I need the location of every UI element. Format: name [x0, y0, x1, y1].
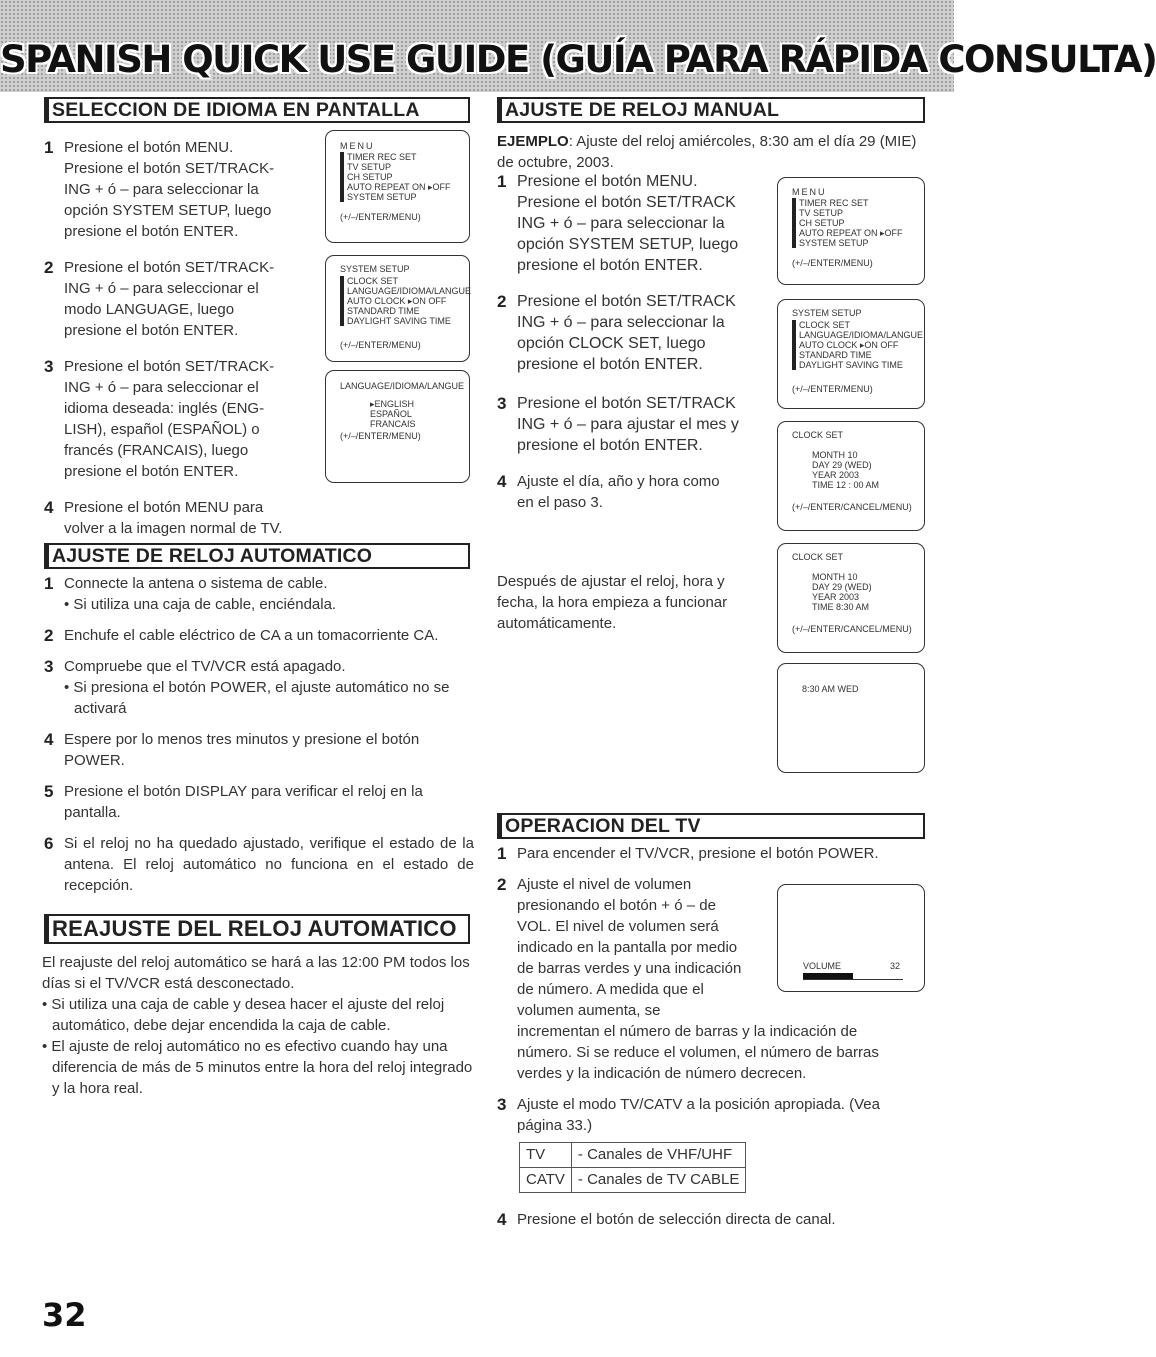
reajuste-bullet: • El ajuste de reloj automático no es efectivo cuando hay una diferencia de más de 5 minutos entre la hora del reloj integrado y la hora real.	[42, 1038, 473, 1097]
osd-title: MENU	[340, 141, 375, 151]
tv-table-row	[520, 1143, 746, 1168]
step-line: ING + ó – para seleccionar el	[64, 280, 259, 297]
step-line: opción SYSTEM SETUP, luego	[517, 236, 739, 253]
step-line: presione el botón ENTER.	[64, 223, 239, 240]
osd-items	[340, 276, 472, 326]
tv-mode-desc: - Canales de TV CABLE	[571, 1168, 745, 1193]
idioma-step	[44, 497, 324, 539]
osd-clock-text: 8:30 AM WED	[802, 684, 859, 694]
step-line: en el paso 3.	[517, 494, 603, 511]
osd-item: TV SETUP	[340, 162, 463, 172]
step-line: número. Si se reduce el volumen, el número de barras	[517, 1044, 879, 1061]
osd-items	[792, 450, 918, 490]
step-text: Connecte la antena o sistema de cable.	[64, 575, 328, 592]
step-line: francés (FRANCAIS), luego	[64, 442, 249, 459]
left-column	[44, 97, 474, 1099]
osd-title: MENU	[792, 187, 827, 197]
step-line: ING + ó – para seleccionar el	[64, 379, 259, 396]
step-line: presione el botón ENTER.	[517, 356, 703, 373]
step-line: Presione el botón SET/TRACK	[517, 194, 736, 211]
step-line: VOL. El nivel de volumen será	[517, 918, 719, 935]
osd-item: MONTH 10	[812, 450, 858, 460]
osd-item: MONTH 10	[812, 572, 858, 582]
step-line: presione el botón ENTER.	[517, 437, 703, 454]
tv-step-4: 4 Presione el botón de selección directa de canal.	[497, 1210, 836, 1229]
osd-item: AUTO REPEAT ON ▸OFF	[340, 182, 463, 192]
osd-item: STANDARD TIME	[340, 306, 463, 316]
tv-step-2: 2 Ajuste el nivel de volumen presionando el botón + ó – de VOL. El nivel de volumen será indicado en la pantalla por medio de barras verdes y una indicación de número. A medida que el volumen aumenta, se incrementan el número de barras y la indicación de número. Si se reduce el volumen, el número de barras verdes y la indicación de número decrecen.	[497, 874, 929, 1084]
osd-item: LANGUAGE/IDIOMA/LANGUE	[792, 330, 918, 340]
after-line: Después de ajustar el reloj, hora y	[497, 573, 725, 590]
idioma-step	[44, 257, 306, 341]
step-line: ING + ó – para seleccionar la	[517, 314, 725, 331]
example-label: EJEMPLO	[497, 133, 569, 150]
auto-step	[44, 573, 474, 615]
step-text: Compruebe que el TV/VCR está apagado.	[64, 658, 346, 675]
tv-mode-desc: - Canales de VHF/UHF	[571, 1143, 745, 1168]
step-number: 4	[44, 730, 54, 749]
step-number: 2	[44, 626, 54, 645]
step-line: Presione el botón MENU.	[64, 139, 234, 156]
osd-items	[340, 152, 463, 202]
step-number: 3	[44, 657, 54, 676]
step-line: idioma deseada: inglés (ENG-	[64, 400, 265, 417]
osd-item: AUTO CLOCK ▸ON OFF	[792, 340, 918, 350]
osd-item: FRANCAIS	[370, 419, 416, 429]
section-heading-manual: AJUSTE DE RELOJ MANUAL	[497, 97, 925, 123]
step-line: ING + ó – para seleccionar la	[517, 215, 725, 232]
section-heading-tv: OPERACION DEL TV	[497, 813, 925, 839]
auto-step	[44, 656, 474, 719]
step-number: 4	[44, 498, 54, 517]
volume-value: 32	[890, 961, 901, 971]
osd-items	[792, 198, 918, 248]
osd-footer: (+/–/ENTER/CANCEL/MENU)	[792, 624, 912, 634]
osd-items	[340, 399, 463, 429]
step-line: Presione el botón SET/TRACK	[517, 395, 736, 412]
example-text: : Ajuste del reloj amiércoles, 8:30 am el día 29 (MIE) de octubre, 2003.	[497, 133, 917, 171]
step-line: opción SYSTEM SETUP, luego	[64, 202, 272, 219]
step-line: ING + ó – para seleccionar la	[64, 181, 259, 198]
osd-footer: (+/–/ENTER/MENU)	[340, 340, 421, 350]
step-number: 5	[44, 782, 54, 801]
osd-item: YEAR 2003	[812, 592, 860, 602]
step-bullet: • Si utiliza una caja de cable, enciéndala.	[64, 596, 337, 613]
osd-footer: (+/–/ENTER/CANCEL/MENU)	[792, 502, 912, 512]
step-line: presione el botón ENTER.	[64, 463, 239, 480]
osd-item: CLOCK SET	[340, 276, 463, 286]
tv-mode: CATV	[520, 1168, 572, 1193]
auto-step	[44, 833, 474, 896]
osd-item: CH SETUP	[340, 172, 463, 182]
step-line: indicado en la pantalla por medio	[517, 939, 738, 956]
after-line: automáticamente.	[497, 615, 617, 632]
step-line: Ajuste el nivel de volumen	[517, 876, 692, 893]
step-number: 2	[497, 292, 507, 311]
step-number: 4	[497, 472, 507, 491]
section-heading-reajuste: REAJUSTE DEL RELOJ AUTOMATICO	[44, 914, 470, 944]
volume-label: VOLUME	[803, 961, 842, 971]
step-line: Presione el botón SET/TRACK-	[64, 358, 275, 375]
after-line: fecha, la hora empieza a funcionar	[497, 594, 728, 611]
volume-bar	[803, 973, 853, 979]
osd-volume	[777, 884, 925, 992]
step-line: de barras verdes y una indicación	[517, 960, 742, 977]
osd-item: DAYLIGHT SAVING TIME	[792, 360, 918, 370]
osd-item: CH SETUP	[792, 218, 918, 228]
manual-step	[497, 291, 759, 375]
step-text: Presione el botón DISPLAY para verificar el reloj en la pantalla.	[64, 783, 423, 821]
step-line: modo LANGUAGE, luego	[64, 301, 235, 318]
reajuste-intro: El reajuste del reloj automático se hará a las 12:00 PM todos los días si el TV/VCR está desconectado.	[42, 954, 470, 992]
section-heading-idioma: SELECCION DE IDIOMA EN PANTALLA	[44, 97, 470, 123]
osd-title: LANGUAGE/IDIOMA/LANGUE	[340, 381, 465, 391]
step-bullet: • Si presiona el botón POWER, el ajuste automático no se activará	[64, 679, 450, 717]
osd-item: YEAR 2003	[812, 470, 860, 480]
osd-item: SYSTEM SETUP	[792, 238, 918, 248]
osd-item: DAYLIGHT SAVING TIME	[340, 316, 463, 326]
step-text: Enchufe el cable eléctrico de CA a un tomacorriente CA.	[64, 627, 439, 644]
reajuste-bullets	[42, 994, 474, 1099]
page-number: 32	[42, 1296, 87, 1334]
osd-footer: (+/–/ENTER/MENU)	[792, 258, 873, 268]
osd-title: SYSTEM SETUP	[792, 308, 862, 318]
osd-title: CLOCK SET	[792, 552, 844, 562]
manual-step	[497, 171, 767, 276]
osd-footer: (+/–/ENTER/MENU)	[340, 212, 421, 222]
manual-step	[497, 471, 759, 513]
tv-mode: TV	[520, 1143, 572, 1168]
step-number: 6	[44, 834, 54, 853]
tv-table-row	[520, 1168, 746, 1193]
step-number: 1	[44, 138, 54, 157]
page-title: SPANISH QUICK USE GUIDE (GUÍA PARA RÁPIDA CONSULTA)	[0, 38, 1156, 81]
auto-step	[44, 625, 474, 646]
osd-item: TIMER REC SET	[792, 198, 918, 208]
step-line: de número. A medida que el	[517, 981, 704, 998]
osd-clock-display	[777, 663, 925, 773]
step-line: Presione el botón SET/TRACK-	[64, 259, 275, 276]
osd-item: TIMER REC SET	[340, 152, 463, 162]
step-number: 1	[497, 172, 507, 191]
manual-after-text	[497, 571, 727, 634]
step-line: presione el botón ENTER.	[64, 322, 239, 339]
osd-system-setup-right	[777, 299, 925, 409]
step-line: Presione el botón SET/TRACK-	[64, 160, 275, 177]
osd-clock-set-2	[777, 543, 925, 653]
step-number: 3	[44, 357, 54, 376]
osd-item: TV SETUP	[792, 208, 918, 218]
step-line: ING + ó – para ajustar el mes y	[517, 416, 739, 433]
osd-item: SYSTEM SETUP	[340, 192, 463, 202]
step-line: Ajuste el modo TV/CATV a la posición apropiada. (Vea	[517, 1096, 880, 1113]
osd-items	[792, 572, 918, 612]
osd-item: TIME 12 : 00 AM	[812, 480, 880, 490]
tv-mode-table	[519, 1142, 746, 1193]
auto-step	[44, 729, 474, 771]
osd-item: ESPAÑOL	[370, 409, 412, 419]
banner	[0, 0, 1156, 92]
osd-item: AUTO CLOCK ▸ON OFF	[340, 296, 463, 306]
osd-system-setup-left	[325, 255, 470, 362]
step-line: Presione el botón MENU.	[517, 173, 698, 190]
step-number: 1	[44, 574, 54, 593]
osd-item: LANGUAGE/IDIOMA/LANGUE	[340, 286, 463, 296]
osd-clock-set-1	[777, 421, 925, 531]
manual-step	[497, 393, 759, 456]
idioma-step	[44, 137, 306, 242]
step-line: Presione el botón MENU para	[64, 499, 264, 516]
step-line: presionando el botón + ó – de	[517, 897, 716, 914]
osd-title: SYSTEM SETUP	[340, 264, 410, 274]
step-text: Si el reloj no ha quedado ajustado, verifique el estado de la antena. El reloj automático no funciona en el estado de recepción.	[64, 835, 474, 894]
step-line: verdes y la indicación de número decrecen.	[517, 1065, 807, 1082]
osd-menu-right	[777, 177, 925, 285]
step-line: opción CLOCK SET, luego	[517, 335, 706, 352]
tv-step-2-wide	[517, 1021, 929, 1084]
reajuste-bullet: • Si utiliza una caja de cable y desea hacer el ajuste del reloj automático, debe dejar encendida la caja de cable.	[42, 996, 445, 1034]
tv-step-1: 1 Para encender el TV/VCR, presione el botón POWER.	[497, 844, 879, 863]
step-line: LISH), español (ESPAÑOL) o	[64, 421, 260, 438]
auto-steps	[44, 573, 474, 896]
section-heading-auto: AJUSTE DE RELOJ AUTOMATICO	[44, 543, 470, 569]
osd-footer: (+/–/ENTER/MENU)	[792, 384, 873, 394]
auto-step	[44, 781, 474, 823]
osd-item: DAY 29 (WED)	[812, 582, 872, 592]
volume-track	[803, 973, 903, 980]
step-number: 3	[497, 394, 507, 413]
step-text: Espere por lo menos tres minutos y presione el botón POWER.	[64, 731, 420, 769]
step-line: página 33.)	[517, 1117, 593, 1134]
osd-title: CLOCK SET	[792, 430, 844, 440]
osd-item: AUTO REPEAT ON ▸OFF	[792, 228, 918, 238]
osd-item: ▸ENGLISH	[370, 399, 415, 409]
osd-language-left	[325, 370, 470, 483]
osd-items	[792, 320, 924, 370]
osd-item: DAY 29 (WED)	[812, 460, 872, 470]
step-line: volver a la imagen normal de TV.	[64, 520, 283, 537]
step-line: Presione el botón SET/TRACK	[517, 293, 736, 310]
osd-menu-left	[325, 130, 470, 243]
osd-item: TIME 8:30 AM	[812, 602, 870, 612]
osd-item: STANDARD TIME	[792, 350, 918, 360]
idioma-step	[44, 356, 306, 482]
step-line: presione el botón ENTER.	[517, 257, 703, 274]
step-number: 2	[44, 258, 54, 277]
step-line: volumen aumenta, se	[517, 1002, 661, 1019]
osd-footer: (+/–/ENTER/MENU)	[340, 431, 421, 441]
osd-item: CLOCK SET	[792, 320, 918, 330]
step-line: Ajuste el día, año y hora como	[517, 473, 720, 490]
tv-step-3: 3 Ajuste el modo TV/CATV a la posición apropiada. (Vea página 33.) TV - Canales de VHF/UHF CATV - Canales de TV CABLE	[497, 1094, 929, 1193]
step-line: incrementan el número de barras y la indicación de	[517, 1023, 858, 1040]
